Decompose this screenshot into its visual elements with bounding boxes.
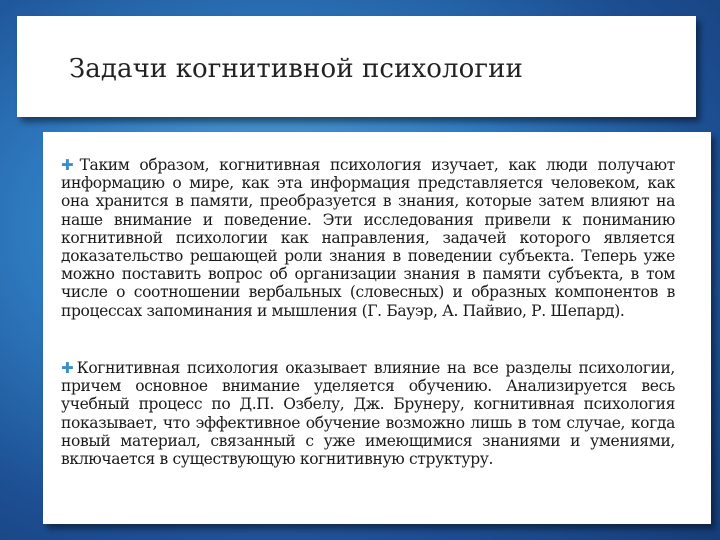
title-panel xyxy=(17,16,696,117)
paragraph-1 xyxy=(61,156,675,320)
slide-title: Задачи когнитивной психологии xyxy=(69,54,523,84)
paragraph-2 xyxy=(61,359,675,468)
plus-bullet-icon: ✚ xyxy=(61,359,76,377)
paragraph-1-text: Таким образом, когнитивная психология изучает, как люди получают информацию о мире, как эта информация представляется человеком, как она хранится в памяти, преобразуется в знания, которые затем влияют на наше внимание и поведение. Эти исследования привели к пониманию когнитивной психологии как направления, задачей которого является доказательство решающей роли знания в поведении субъекта. Теперь уже можно поставить вопрос об организации знания в памяти субъекта, в том числе о соотношении вербальных (словесных) и образных компонентов в процессах запоминания и мышления (Г. Бауэр, А. Пайвио, Р. Шепард). xyxy=(61,156,675,320)
plus-bullet-icon: ✚ xyxy=(61,156,79,174)
content-panel xyxy=(43,132,711,524)
paragraph-2-text: Когнитивная психология оказывает влияние на все разделы психологии, причем основное внимание уделяется обучению. Анализируется весь учебный процесс по Д.П. Озбелу, Дж. Брунеру, когнитивная психология показывает, что эффективное обучение возможно лишь в том случае, когда новый материал, связанный с уже имеющимися знаниями и умениями, включается в существующую когнитивную структуру. xyxy=(61,359,675,469)
